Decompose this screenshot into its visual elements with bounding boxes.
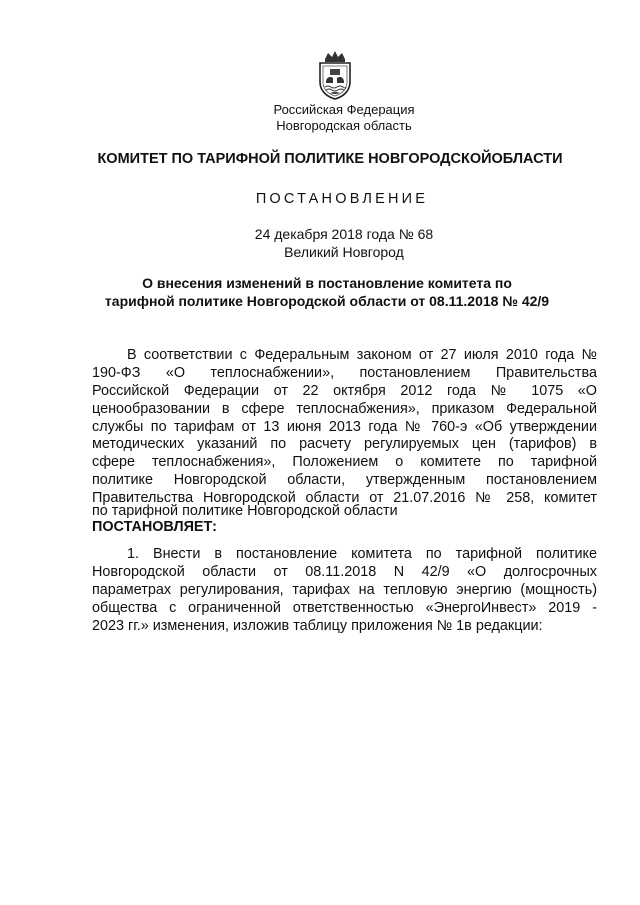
- preamble-line: В соответствии с Федеральным законом от 27 июля 2010 года №: [127, 347, 597, 363]
- preamble-line: Правительства Новгородской области от 21.07.2016 № 258, комитет: [92, 490, 597, 506]
- resolves-heading: ПОСТАНОВЛЯЕТ:: [92, 519, 217, 535]
- preamble-line: ценообразовании в сфере теплоснабжения», приказом Федеральной: [92, 401, 597, 417]
- committee-title: КОМИТЕТ ПО ТАРИФНОЙ ПОЛИТИКЕ НОВГОРОДСКОЙОБЛАСТИ: [97, 151, 563, 167]
- preamble-line: сфере теплоснабжения», Положением о комитете по тарифной: [92, 454, 597, 470]
- document-city: Великий Новгород: [284, 244, 404, 260]
- subject-line: О внесения изменений в постановление комитета по: [142, 275, 512, 291]
- preamble-line: методических указаний по расчету регулируемых цен (тарифов) в: [92, 436, 597, 452]
- document-date-number: 24 декабря 2018 года № 68: [254, 226, 434, 242]
- preamble-line: Российской Федерации от 22 октября 2012 года № 1075 «О: [92, 383, 597, 399]
- item-line: общества с ограниченной ответственностью «ЭнергоИнвест» 2019 -: [92, 600, 597, 616]
- coat-of-arms-icon: [316, 50, 354, 100]
- preamble-line: службы по тарифам от 13 июня 2013 года № 760-э «Об утверждении: [92, 419, 597, 435]
- document-subject: [92, 275, 562, 310]
- item-line: 2023 гг.» изменения, изложив таблицу приложения № 1в редакции:: [92, 618, 543, 634]
- country-name: Российская Федерация: [273, 102, 415, 117]
- item-line: параметрах регулирования, тарифах на тепловую энергию (мощность): [92, 582, 597, 598]
- preamble-line: политике Новгородской области, утвержденным постановлением: [92, 472, 597, 488]
- preamble-line: 190-ФЗ «О теплоснабжении», постановлением Правительства: [92, 365, 597, 381]
- subject-line: тарифной политике Новгородской области от 08.11.2018 № 42/9: [104, 292, 550, 309]
- item-line: Новгородской области от 08.11.2018 N 42/9 «О долгосрочных: [92, 564, 597, 580]
- item-line: 1. Внести в постановление комитета по тарифной политике: [127, 546, 597, 562]
- region-name: Новгородская область: [276, 118, 412, 133]
- document-type: ПОСТАНОВЛЕНИЕ: [255, 191, 429, 207]
- preamble-line: по тарифной политике Новгородской области: [92, 503, 398, 519]
